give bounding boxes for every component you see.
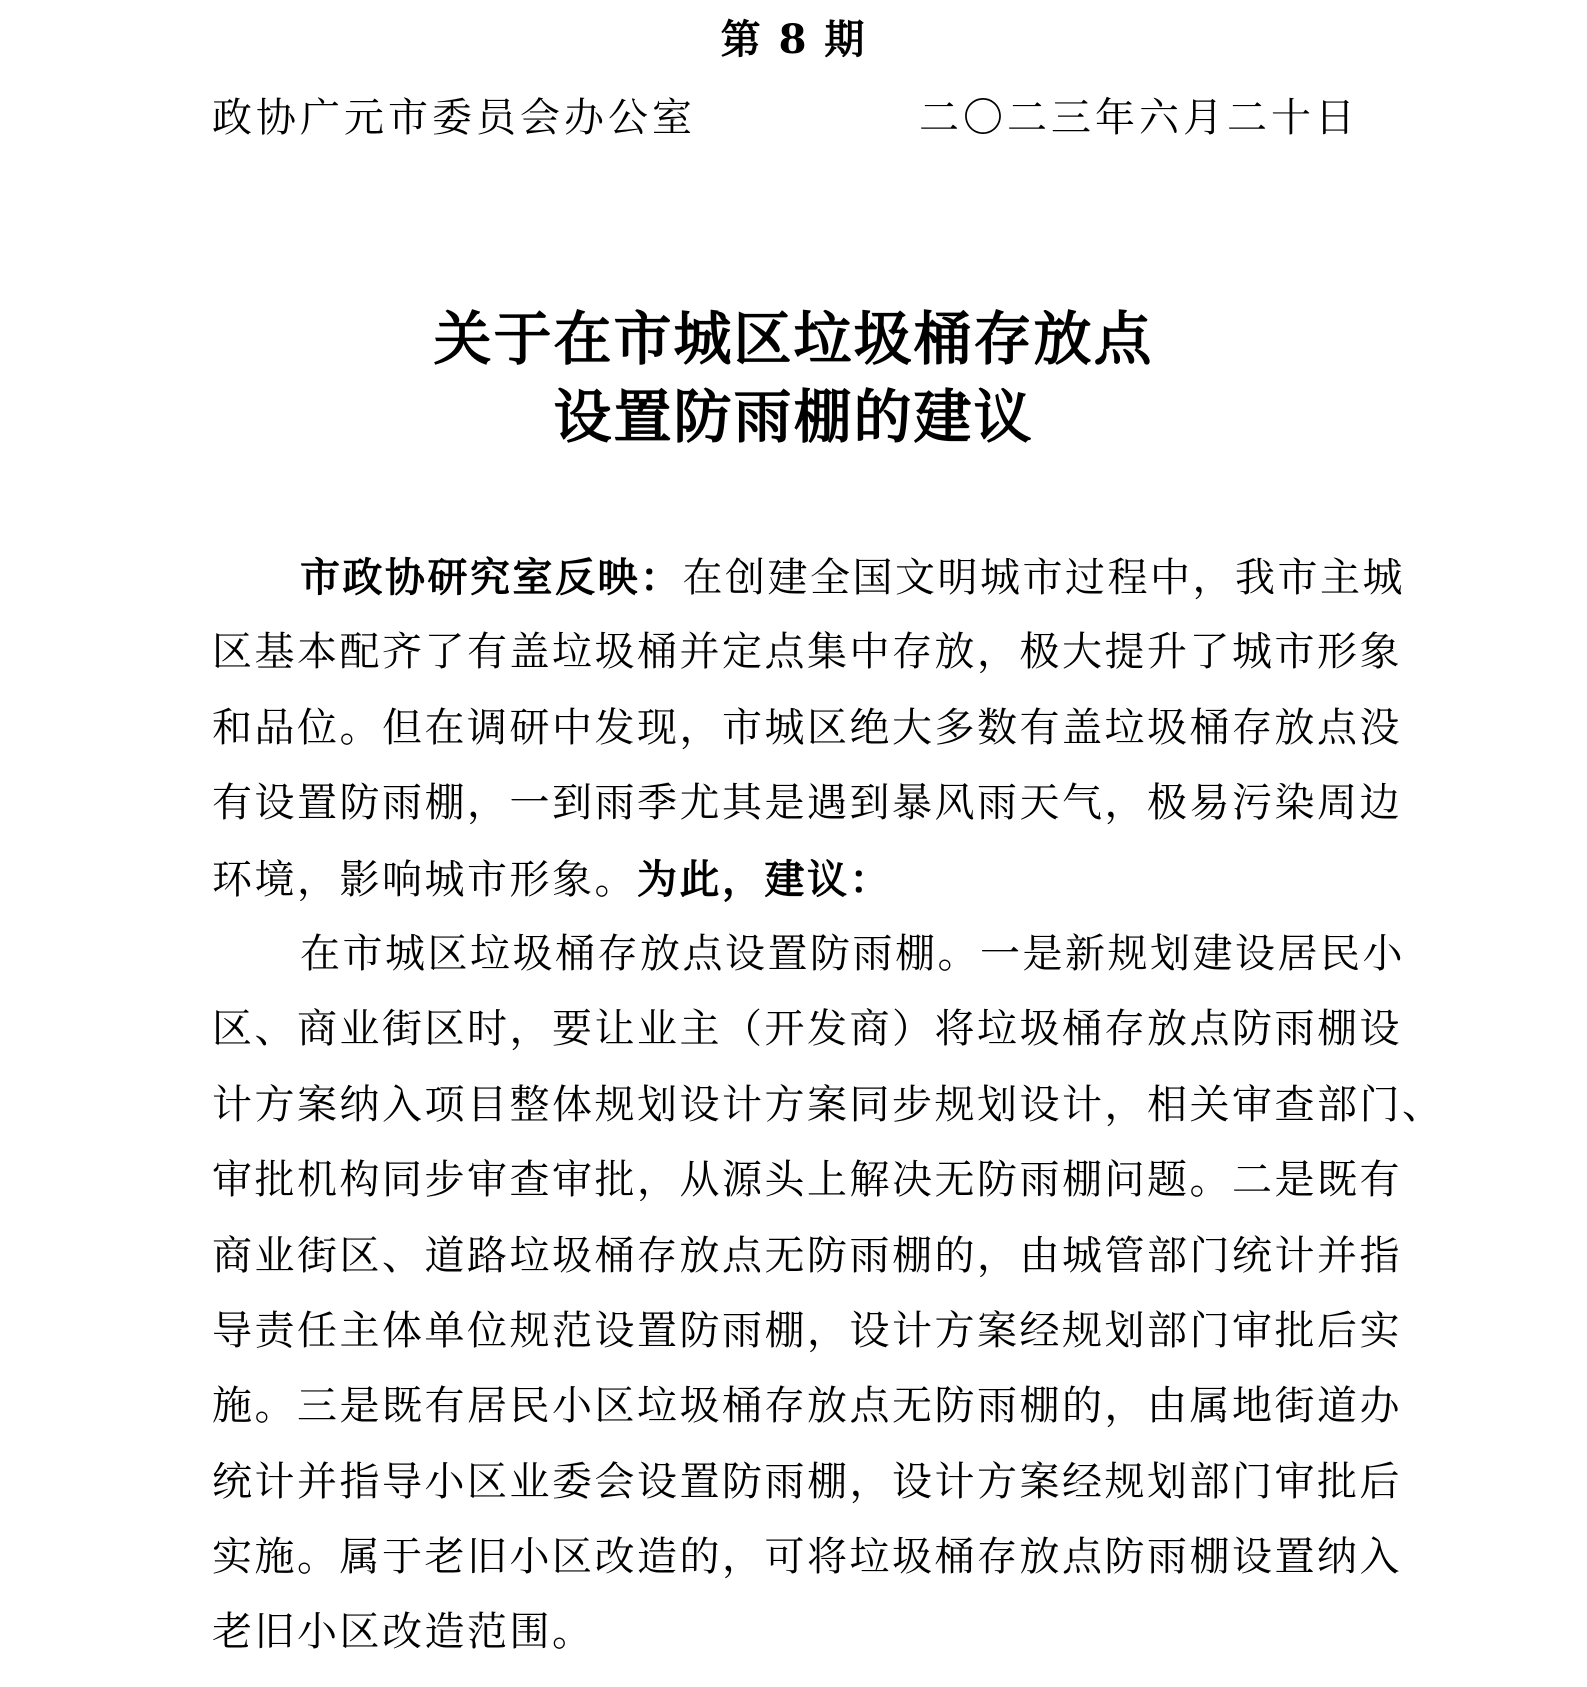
paragraph-line: 商业街区、道路垃圾桶存放点无防雨棚的，由城管部门统计并指 [212,1232,1402,1279]
paragraph-line: 统计并指导小区业委会设置防雨棚，设计方案经规划部门审批后 [212,1458,1402,1505]
paragraph-line: 导责任主体单位规范设置防雨棚，设计方案经规划部门审批后实 [212,1307,1402,1354]
issuer-name: 政协广元市委员会办公室 [212,95,696,141]
title-line-1: 关于在市城区垃圾桶存放点 [433,305,1154,373]
document-header [212,88,1359,148]
paragraph-line: 审批机构同步审查审批，从源头上解决无防雨棚问题。二是既有 [212,1157,1402,1204]
suggestion-lead: 为此，建议： [637,855,892,903]
paragraph-line: 区、商业街区时，要让业主（开发商）将垃圾桶存放点防雨棚设 [212,1006,1402,1053]
issue-number: 第 8 期 [720,16,867,63]
paragraph-line: 和品位。但在调研中发现，市城区绝大多数有盖垃圾桶存放点没 [212,704,1402,751]
paragraph-line: 在市城区垃圾桶存放点设置防雨棚。一是新规划建设居民小 [300,930,1405,977]
source-lead: 市政协研究室反映： [300,554,683,601]
paragraph-line: 有设置防雨棚，一到雨季尤其是遇到暴风雨天气，极易污染周边 [212,780,1402,827]
paragraph-2 [212,917,1445,1671]
paragraph-line [212,540,1412,615]
paragraph-line: 施。三是既有居民小区垃圾桶存放点无防雨棚的，由属地街道办 [212,1383,1402,1430]
paragraph-line [212,842,1412,917]
paragraph-text: 在创建全国文明城市过程中，我市主城 [682,555,1405,601]
issue-date: 二〇二三年六月二十日 [919,95,1359,141]
paragraph-line: 老旧小区改造范围。 [212,1609,595,1656]
paragraph-line: 实施。属于老旧小区改造的，可将垃圾桶存放点防雨棚设置纳入 [212,1534,1402,1581]
paragraph-line: 计方案纳入项目整体规划设计方案同步规划设计，相关审查部门、 [212,1081,1445,1128]
document-body [212,540,1445,1671]
paragraph-text: 环境，影响城市形象。 [212,856,637,903]
document-title [0,300,1587,456]
paragraph-line: 区基本配齐了有盖垃圾桶并定点集中存放，极大提升了城市形象 [212,629,1402,676]
paragraph-1 [212,540,1412,917]
title-line-2: 设置防雨棚的建议 [553,383,1034,451]
